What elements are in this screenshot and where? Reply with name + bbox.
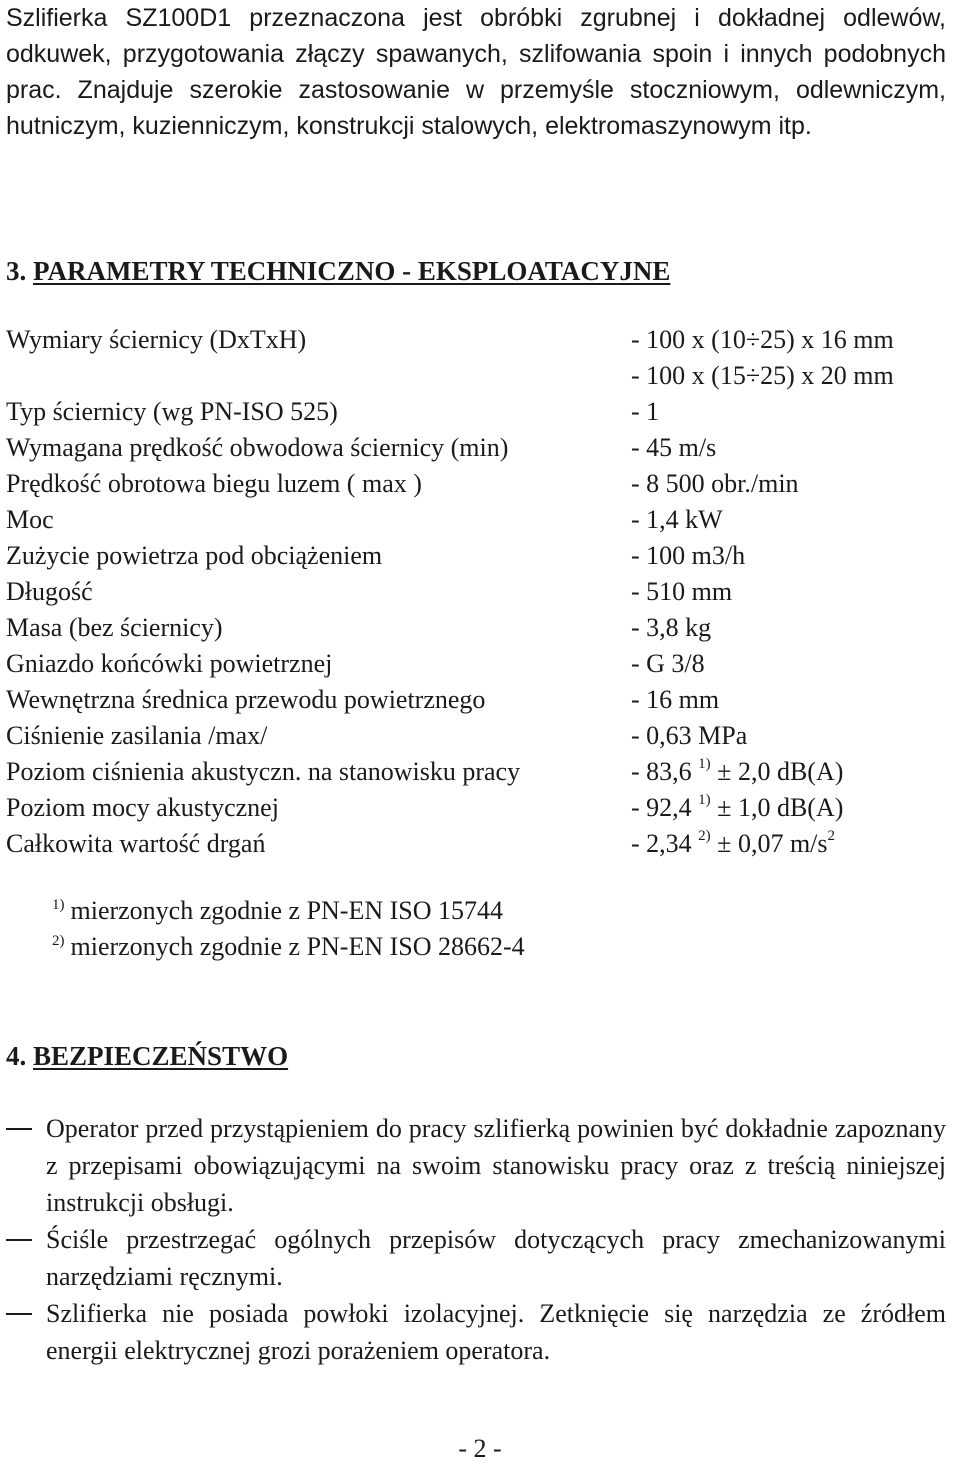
param-row [6, 430, 960, 466]
param-row-noise-pressure [6, 754, 960, 790]
section-title: PARAMETRY TECHNICZNO - EKSPLOATACYJNE [33, 256, 671, 286]
footnote-text: mierzonych zgodnie z PN-EN ISO 28662-4 [70, 932, 525, 961]
footnote-ref: 1) [698, 756, 711, 773]
param-label: Poziom mocy akustycznej [6, 793, 279, 822]
section-heading-parameters [6, 253, 670, 289]
param-value: - 100 x (10÷25) x 16 mm [631, 325, 894, 354]
param-row [6, 682, 960, 718]
param-value: - 1,4 kW [631, 505, 723, 534]
unit-exponent: 2 [827, 828, 836, 845]
param-value [631, 754, 843, 790]
value-prefix: - 83,6 [631, 757, 699, 786]
intro-paragraph: Szlifierka SZ100D1 przeznaczona jest obróbki zgrubnej i dokładnej odlewów, odkuwek, przygotowania złączy spawanych, szlifowania spoin i innych podobnych prac. Znajduje szerokie zastosowanie w przemyśle stoczniowym, odlewniczym, hutniczym, kuzienniczym, konstrukcji stalowych, elektromaszynowym itp. [6, 4, 946, 140]
footnote-mark: 1) [52, 897, 65, 913]
param-value: - 100 m3/h [631, 541, 746, 570]
param-row [6, 358, 960, 394]
param-value: - 510 mm [631, 577, 733, 606]
param-value: - 16 mm [631, 685, 720, 714]
param-value: - 45 m/s [631, 433, 717, 462]
value-middle: ± 0,07 m/s [710, 829, 828, 858]
param-label: Zużycie powietrza pod obciążeniem [6, 541, 383, 570]
param-row [6, 466, 960, 502]
param-row-vibration [6, 826, 960, 862]
footnote-mark: 2) [52, 933, 65, 949]
list-item-text: Ściśle przestrzegać ogólnych przepisów dotyczących pracy zmechanizowanymi narzędziami ręcznymi. [46, 1225, 946, 1291]
list-item-text: Operator przed przystąpieniem do pracy szlifierką powinien być dokładnie zapoznany z przepisami obowiązującymi na swoim stanowisku pracy oraz z treścią niniejszej instrukcji obsługi. [46, 1114, 946, 1217]
dash-bullet-icon [6, 1313, 32, 1315]
section-number: 4. [6, 1041, 27, 1071]
param-value: - 100 x (15÷25) x 20 mm [631, 361, 894, 390]
param-value: - 3,8 kg [631, 613, 712, 642]
param-row [6, 646, 960, 682]
param-row [6, 322, 960, 358]
parameters-table [6, 322, 960, 862]
param-row [6, 610, 960, 646]
footnote-text: mierzonych zgodnie z PN-EN ISO 15744 [70, 896, 504, 925]
param-label: Wymagana prędkość obwodowa ściernicy (min) [6, 433, 509, 462]
param-row [6, 394, 960, 430]
param-value: - 1 [631, 397, 660, 426]
dash-bullet-icon [6, 1128, 32, 1130]
footnotes [52, 893, 525, 965]
footnote-ref: 1) [698, 792, 711, 809]
list-item-text: Szlifierka nie posiada powłoki izolacyjnej. Zetknięcie się narzędzia ze źródłem energii elektrycznej grozi porażeniem operatora. [46, 1299, 946, 1365]
value-suffix: ± 1,0 dB(A) [710, 793, 844, 822]
footnote [52, 893, 525, 929]
param-label: Masa (bez ściernicy) [6, 613, 223, 642]
param-row [6, 502, 960, 538]
param-label: Długość [6, 577, 93, 606]
param-row [6, 574, 960, 610]
param-row [6, 718, 960, 754]
param-label: Wymiary ściernicy (DxTxH) [6, 325, 307, 354]
param-row [6, 538, 960, 574]
list-item [6, 1110, 946, 1221]
param-label: Poziom ciśnienia akustyczn. na stanowisku pracy [6, 757, 521, 786]
footnote-ref: 2) [698, 828, 711, 845]
list-item [6, 1295, 946, 1369]
param-row-noise-power [6, 790, 960, 826]
value-prefix: - 92,4 [631, 793, 699, 822]
param-label: Całkowita wartość drgań [6, 829, 266, 858]
param-label: Moc [6, 505, 54, 534]
value-prefix: - 2,34 [631, 829, 699, 858]
page-number: - 2 - [458, 1434, 502, 1463]
section-title: BEZPIECZEŃSTWO [33, 1041, 289, 1071]
list-item [6, 1221, 946, 1295]
param-value: - G 3/8 [631, 649, 705, 678]
param-value: - 8 500 obr./min [631, 469, 799, 498]
param-value [631, 790, 843, 826]
param-value [631, 826, 835, 862]
param-label: Typ ściernicy (wg PN-ISO 525) [6, 397, 338, 426]
param-label: Wewnętrzna średnica przewodu powietrznego [6, 685, 486, 714]
value-suffix: ± 2,0 dB(A) [710, 757, 844, 786]
param-value: - 0,63 MPa [631, 721, 748, 750]
safety-list [6, 1110, 946, 1369]
param-label: Prędkość obrotowa biegu luzem ( max ) [6, 469, 422, 498]
footnote [52, 929, 525, 965]
param-label: Ciśnienie zasilania /max/ [6, 721, 268, 750]
section-number: 3. [6, 256, 27, 286]
dash-bullet-icon [6, 1239, 32, 1241]
param-label: Gniazdo końcówki powietrznej [6, 649, 333, 678]
section-heading-safety [6, 1038, 288, 1074]
